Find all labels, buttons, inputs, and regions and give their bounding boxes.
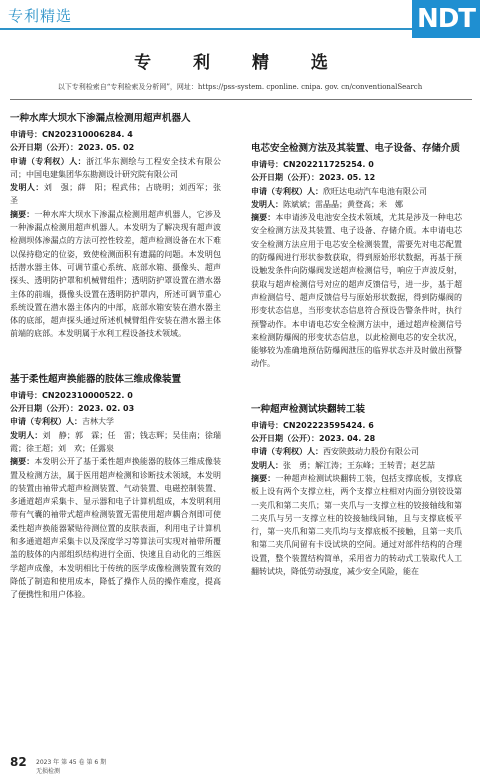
application-number: 申请号：CN202310000522. 0 (10, 390, 133, 400)
application-number: 申请号：CN202223595424. 6 (251, 420, 374, 430)
inventors: 发明人：陈斌斌；雷晶晶；黄登高；米 娜 (251, 199, 403, 209)
article-title: 基于柔性超声换能器的肢体三维成像装置 (10, 373, 182, 385)
abstract: 摘要：一种水库大坝水下渗漏点检测用超声机器人，它涉及一种渗漏点检测用超声机器人。本发明为了解决现有超声波检测坝体渗漏点的方法可控性较差，超声检测设备在水下难以保持稳定的位姿，致使检测面积有遗漏的问题。本发明包括潜水器主体、可调节重心系统、底部水箱、摄像头、超声探头、透明防护罩和机械臂组件；透明防护罩设置在潜水器主体的前端，摄像头设置在透明防护罩内，所述可调节重心系统设置在潜水器主体内的中部，底部水箱安装在潜水器主体的底部，超声探头通过所述机械臂组件安装在潜水器主体前端的底部。本发明属于水利工程设备技术领域。 (10, 209, 222, 339)
abstract: 摘要：本申请涉及电池安全技术领域，尤其是涉及一种电芯安全检测方法及其装置、电子设备、存储介质。本申请电芯安全检测方法应用于电芯安全检测装置，需要先对电芯配置的防爆阀进行形状参数获取，得到原始形状数据，再基于预设触发条件向防爆阀发送超声检测信号，响应于声波反射，获取与超声检测信号对应的超声反馈信号，进一步，基于超声检测信号、超声反馈信号与原始形状数据，得到防爆阀的形变状态信息，当形变状态信息符合预设告警条件时，执行预警动作。本申请电芯安全检测方法中，通过超声检测信号来检测防爆阀的形变状态信息，以此检测电芯的安全状况，能够较为准确地预估防爆阀泄压的临界状态并及时做出预警动作。 (251, 213, 463, 369)
inventors: 发明人：刘 静；郭 霖；任 雷；钱志辉；吴佳南；徐瑞霞；徐王超；刘 欢；任露泉 (10, 430, 222, 453)
right-column (251, 112, 462, 578)
page-number: 82 (10, 755, 27, 769)
article-title: 一种水库大坝水下渗漏点检测用超声机器人 (10, 113, 191, 124)
page-header (0, 0, 480, 32)
applicant: 申请（专利权）人：西安陕鼓动力股份有限公司 (251, 447, 419, 457)
article-title: 一种超声检测试块翻转工装 (251, 403, 366, 415)
patent-article (251, 142, 462, 371)
application-number: 申请号：CN202211725254. 0 (251, 160, 374, 169)
application-number: 申请号：CN202310006284. 4 (10, 130, 133, 139)
section-label: 专利精选 (8, 7, 73, 25)
page-title: 专 利 精 选 (134, 53, 346, 73)
patent-article (10, 112, 230, 341)
abstract: 摘要：本发明公开了基于柔性超声换能器的肢体三维成像装置及检测方法，属于医用超声检测和诊断技术领域，本发明的装置由袖带式超声检测装置、气动装置、电磁控制装置、多通道超声采集卡、显示器和电子计算机组成，本发明利用带有气囊的袖带式超声检测装置无需使用超声耦合剂即可使柔性超声换能器紧贴待测位置的皮肤表面，利用电子计算机和多通道超声采集卡以及深度学习等算法可实现对袖带所覆盖的肢体的内部组织结构进行全面、快速且自动化的三维医学超声成像，本发明相比于传统的医学成像检测装置有效的降低了制造和使用成本，降低了操作人员的操作难度，提高了便携性和用户体验。 (10, 457, 222, 600)
inventors: 发明人：刘 强；薛 阳；程武伟；占晓明；刘西军；张 圣 (10, 183, 230, 206)
inventors: 发明人：张 勇；解江涛；王东峰；王转青；赵艺喆 (251, 460, 435, 470)
title-divider (10, 99, 472, 100)
ndt-logo: NDT (412, 0, 480, 38)
patent-article (10, 373, 221, 602)
left-column (10, 112, 230, 602)
journal-name: 无损检测 (36, 768, 61, 775)
applicant: 申请（专利权）人：吉林大学 (10, 417, 114, 427)
applicant: 申请（专利权）人：欣旺达电动汽车电池有限公司 (251, 186, 427, 196)
applicant: 申请（专利权）人：浙江华东测绘与工程安全技术有限公司；中国电建集团华东勘测设计研究院有限公司 (10, 156, 221, 179)
issue-info: 2023 年 第 45 卷 第 6 期 (36, 759, 107, 766)
subtitle: 以下专利检索自“专利检索及分析网”，网址：https://pss-system. cponline. cnipa. gov. cn/conventionalSearch (57, 83, 423, 91)
publication-date: 公开日期（公开）：2023. 02. 03 (10, 404, 135, 414)
header-stripe (0, 28, 412, 30)
abstract: 摘要：一种超声检测试块翻转工装，包括支撑底板，支撑底板上设有两个支撑立柱，两个支撑立柱相对内面分别铰设第一夹爪和第二夹爪；第一夹爪与一支撑立柱的铰接轴线和第二夹爪与另一支撑立柱的铰接轴线同轴，且与支撑底板平行，第一夹爪和第二夹爪均与支撑底板不接触，且第一夹爪和第二夹爪间留有卡设试块的空间。通过对部件结构的合理设置，整个装置结构简单，采用省力的转动式工装取代人工翻转试块，降低劳动强度，减少安全风险，能在 (251, 473, 463, 577)
publication-date: 公开日期（公开）：2023. 04. 28 (251, 434, 376, 444)
patent-article (251, 403, 462, 579)
publication-date: 公开日期（公开）：2023. 05. 12 (251, 173, 376, 183)
article-title: 电芯安全检测方法及其装置、电子设备、存储介质 (251, 143, 461, 154)
publication-date: 公开日期（公开）：2023. 05. 02 (10, 143, 135, 153)
